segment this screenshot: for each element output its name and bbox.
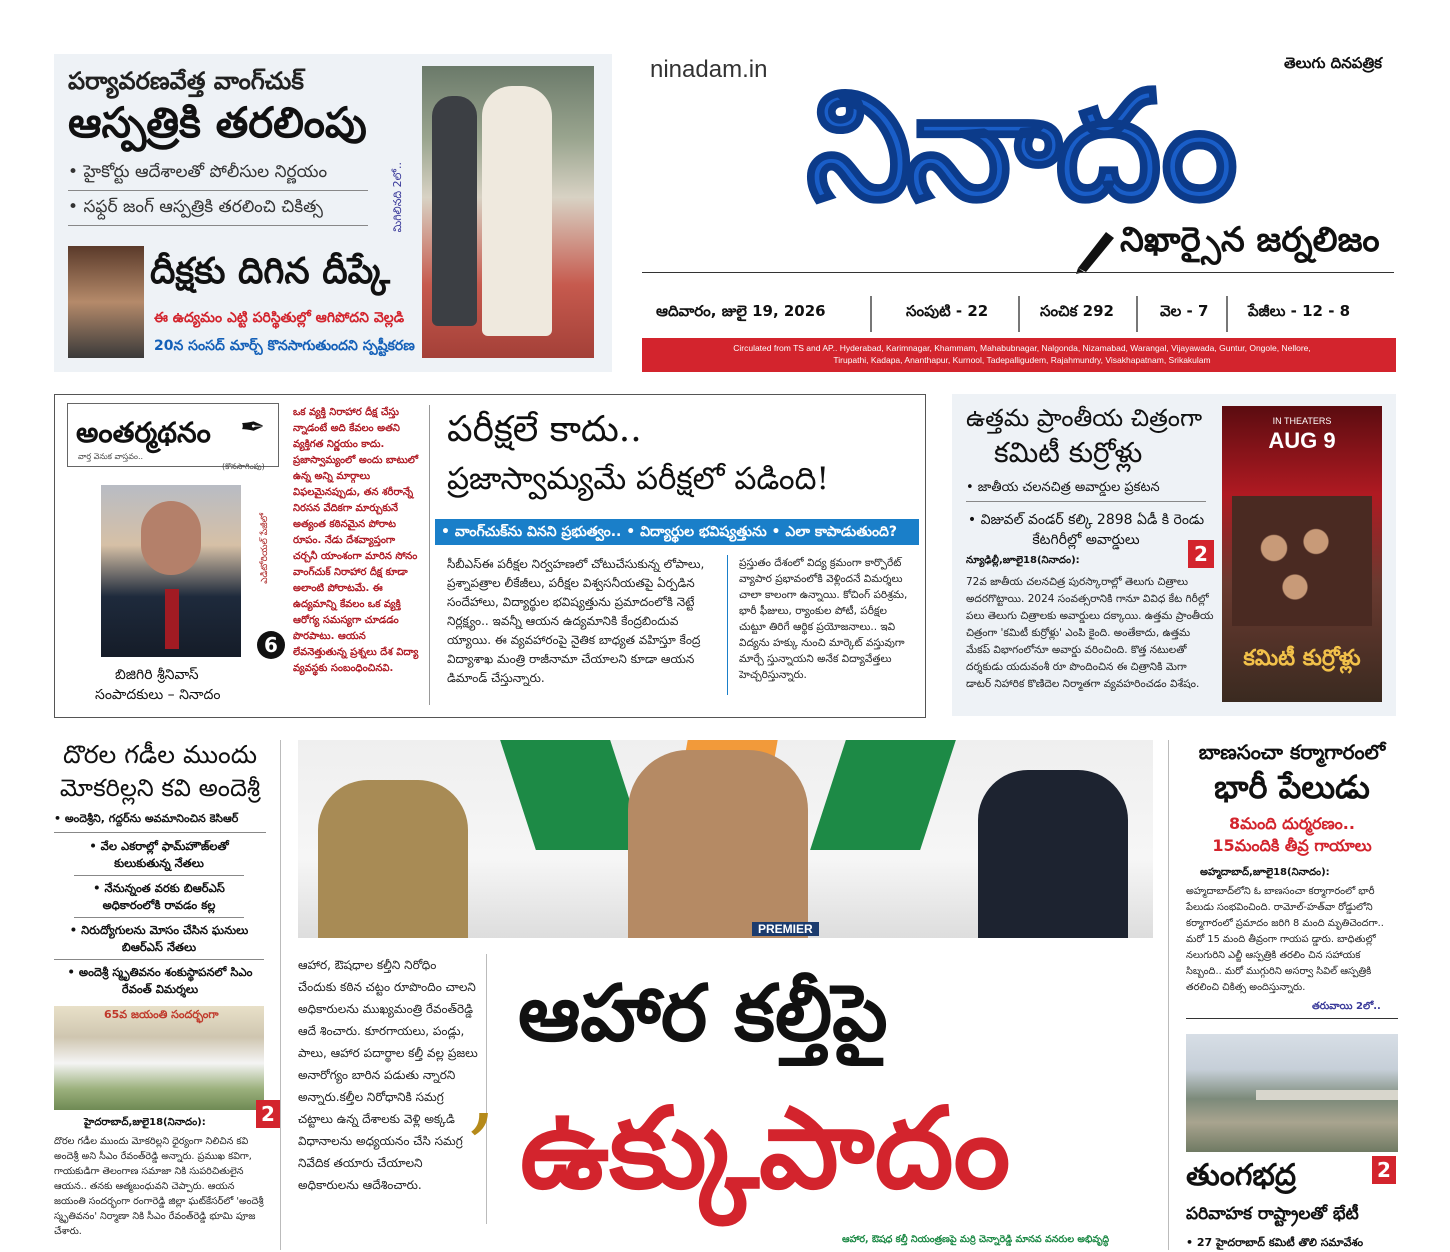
poster-in-theaters: IN THEATERS [1272,416,1332,426]
divider [1136,296,1138,332]
editorial-headline-2[interactable]: ప్రజాస్వామ్యమే పరీక్షలో పడింది! [447,461,829,497]
official-center [628,750,808,938]
left-body: దొరల గడీల ముందు మోకరిల్లని ధైర్యంగా నిలిచిన కవి అందెశ్రీ అని సీఎం రేవంత్‌రెడ్డి అన్నారు. ప్రముఖ కవిగా, గాయకుడిగా తెలంగాణ సమాజా నికి సుపరిచితులైన ఆయన.. తనకు ఆత్మబంధువని చెప్పారు. ఆయన జయంతి సందర్భంగా రంగారెడ్డి జిల్లా ఘట్‌కేసర్‌లో 'అందెశ్రీ స్మృతివనం' నిర్మాణా నికి సీఎం రేవంత్‌రెడ్డి భూమి పూజ చేశారు. [54,1136,264,1237]
author-role: సంపాదకులు – నినాదం [95,687,221,703]
tagline: నిఖార్సైన జర్నలిజం [1120,220,1380,260]
film-poster [1222,406,1382,702]
top-bullet-2: • సఫ్దర్ జంగ్ ఆస్పత్రికి తరలించి చికిత్స [68,197,368,226]
poster-title: కమిటీ కుర్రోళ్లు [1243,646,1361,671]
dam-headline[interactable]: తుంగభద్ర [1186,1158,1297,1193]
flag-green-left [500,740,646,850]
film-dateline: న్యూఢిల్లీ,జూలై18(నినాదం): [966,555,1080,566]
dam-wall [1256,1090,1398,1100]
column-rule [1168,740,1169,1250]
top-story-headline[interactable]: ఆస్పత్రికి తరలింపు [68,98,367,147]
site-url[interactable]: ninadam.in [650,56,768,83]
film-bullet-2: • విజువల్ వండర్ కల్కి 2898 ఏడీ కి రెండు కేటగిరీల్లో అవార్డులు [967,512,1205,548]
volume: సంపుటి - 22 [906,302,989,320]
right-rule [1186,1018,1398,1019]
film-body: 72వ జాతీయ చలనచిత్ర పురస్కారాల్లో తెలుగు చిత్రాలు అదరగొట్టాయి. 2024 సంవత్సరానికి గానూ వివిధ కేట గిరీల్లో పలు తెలుగు చిత్రాలకు అవార్డులు దక్కాయి. ఉత్తమ ప్రాంతీయ చిత్రంగా 'కమిటీ కుర్రోళ్లు' ఎంపి కైంది. అంతేకాదు, ఉత్తమ మేకప్ విభాగంలోనూ అవార్డు వరించింది. కొత్త నటులతో దర్శకుడు యదువంశీ రూ పొందించిన ఈ చిత్రానికి మెగా డాటర్ నిహారిక కొణిదెల నిర్మాతగా వ్యవహరించడం విశేషం. [966,576,1214,690]
film-bullet-1: • జాతీయ చలనచిత్ర అవార్డుల ప్రకటన [966,480,1206,502]
circulation-band [642,338,1396,372]
sub-headline[interactable]: దీక్షకు దిగిన దీప్కే [150,250,391,292]
photo-caption-overlay: 65వ జయంతి సందర్భంగా [104,1008,219,1021]
continued-link[interactable]: తరువాయి 2లో.. [1312,1001,1381,1012]
left-headline-2[interactable]: మోకరిల్లని కవి అందెశ్రీ [59,774,261,802]
pen-icon [1076,228,1116,274]
column-name: అంతర్మథనం [76,416,211,449]
sub-red-line: ఈ ఉద్యమం ఎట్టి పరిస్థితుల్లో ఆగిపోదని వెల్లడి [154,310,405,326]
left-page-badge[interactable]: 2 [256,1100,280,1128]
premier-label: PREMIER [752,922,819,936]
dam-photo [1186,1034,1398,1152]
right-story [1186,740,1398,1020]
editorial-col-2: ప్రస్తుతం దేశంలో విద్య క్రమంగా కార్పొరేట్ వ్యాపార ప్రభావంలోకి వెళ్లిందనే విమర్శలు చాలా కాలంగా ఉన్నాయి. కోచింగ్ పరిశ్రమ, భారీ ఫీజులు, ర్యాంకుల పోటీ, పరీక్షల చుట్టూ తిరిగే ఆర్థిక ప్రయోజనాలు.. ఇవి విద్యను హక్కు నుంచి మార్కెట్ వస్తువుగా మార్చే స్తున్నాయని అనేక విద్యావేత్తలు హెచ్చరిస్తున్నారు. [739,557,908,681]
wangchuk-photo [422,66,594,358]
masthead-logo[interactable]: నినాదం [806,62,1232,232]
left-bullet-3: • నేనున్నంత వరకు బిఆర్‌ఎస్ అధికారంలోకి రావడం కల్ల [74,880,244,918]
left-bullet-2: • వేల ఎకరాల్లో ఫామ్‌హౌజ్‌లతో కులుకుతున్న నేతలు [74,838,244,876]
quote-mark: , [468,1040,497,1145]
film-page-badge[interactable]: 2 [1188,540,1214,568]
flag-green-right [810,740,956,850]
right-page-badge[interactable]: 2 [1372,1156,1396,1184]
protest-thumb-image [68,246,144,358]
top-story-kicker: పర్యావరణవేత్త వాంగ్‌చుక్ [68,66,304,95]
left-bullet-5: • అందెశ్రీ స్మృతివనం శంకుస్థాపనలో సిఎం రేవంత్ విమర్శలు [67,965,253,996]
top-story-box [54,54,612,372]
left-bullet-4: • నిరుద్యోగులను మోసం చేసిన ఘనులు బిఆర్‌ఎస్ నేతలు [54,922,264,960]
right-headline-1[interactable]: బాణసంచా కర్మాగారంలో [1198,740,1386,764]
editorial-strap: • వాంగ్‌చుక్‌ను వినని ప్రభుత్వం.. • విద్యార్థుల భవిష్యత్తును • ఎలా కాపాడుతుంది? [435,519,919,545]
column-sub: వార్త వెనుక వాస్తవం.. [78,452,144,461]
issue-number: సంచిక 292 [1040,302,1114,320]
masthead-rule [642,272,1394,273]
film-headline-1[interactable]: ఉత్తమ ప్రాంతీయ చిత్రంగా [966,404,1203,432]
divider [1226,296,1228,332]
lead-intro: ఆహార, ఔషధాల కల్తీని నిరోధిం చేందుకు కఠిన చట్టం రూపొందిం చాలని అధికారులను ముఖ్యమంత్రి రేవంత్‌రెడ్డి ఆదే శించారు. కూరగాయలు, పండ్లు, పాలు, ఆహార పదార్థాల కల్తీ వల్ల ప్రజలు అనారోగ్యం బారిన పడుతు న్నారని అన్నారు.కల్తీల నిరోధానికి సమగ్ర చట్టాలు ఉన్న దేశాలకు వెళ్లి అక్కడి విధానాలను అధ్యయనం చేసి సమగ్ర నివేదిక తయారు చేయాలని అధికారులను ఆదేశించారు. [298,958,478,1192]
right-sub-2: 15మందికి తీవ్ర గాయాలు [1212,836,1372,855]
top-story-bullets [68,162,368,232]
editorial-col-1: సీబీఎస్‌ఈ పరీక్షల నిర్వహణలో చోటుచేసుకున్న లోపాలు, ప్రశ్నాపత్రాల లీకేజీలు, పరీక్షల విశ్వసనీయతపై ఏర్పడిన సందేహాలు, విద్యార్థుల భవిష్యత్తును ప్రమాదంలోకి నెట్టే నిర్లక్ష్యం.. ఇవన్నీ ఆయన ఉద్యమానికి కేంద్రబిందువ య్యాయి. ఈ వ్యవహారంపై నైతిక బాధ్యత వహిస్తూ కేంద్ర విద్యాశాఖ మంత్రి రాజీనామా చేయాలని కూడా ఆయన డిమాండ్ చేస్తున్నారు. [447,557,705,685]
divider [1018,296,1020,332]
column-divider [727,555,728,695]
official-left [318,780,468,938]
person-figure [482,86,552,336]
lead-caption: ఆహార, ఔషధ కల్తీ నియంత్రణపై మర్రి చెన్నారెడ్డి మానవ వనరుల అభివృద్ధి [842,1234,1110,1245]
andesri-event-photo [54,1006,264,1110]
left-story [54,740,275,1250]
left-dateline: హైదరాబాద్,జులై18(నినాదం): [84,1117,206,1128]
vertical-label: ఎడిటోరియల్ పేజీలో [260,513,270,584]
lead-headline-1[interactable]: ఆహార కల్తీపై [518,968,888,1059]
column-name-box [67,403,279,471]
film-story-box [952,394,1396,716]
film-headline-2[interactable]: కమిటీ కుర్రోళ్లు [994,436,1143,469]
page-count: పేజీలు - 12 - 8 [1248,302,1351,320]
poster-date: AUG 9 [1268,428,1336,453]
price: వెల - 7 [1160,302,1209,320]
column-rule [280,740,281,1250]
top-bullet-1: • హైకోర్టు ఆదేశాలతో పోలీసుల నిర్ణయం [68,162,368,191]
poster-cast [1232,496,1372,626]
right-dateline: అహ్మదాబాద్,జూలై18(నినాదం): [1200,867,1330,878]
left-bullet-1: • అందెశ్రీని, గద్దర్‌ను అవమానించిన కెసిఆర్ [54,812,266,833]
right-sub-1: 8మంది దుర్మరణం.. [1229,814,1355,833]
column-divider [429,405,430,705]
cm-meeting-photo [298,740,1153,938]
column-tag: (కొనసాగింపు) [222,462,265,471]
dateline-bar [642,288,1394,334]
author-name: బిజిగిరి శ్రీనివాస్ [115,667,199,683]
author-face [141,501,201,575]
person-figure-2 [432,96,477,326]
continued-note[interactable]: మిగిలినది 2లో.. [391,162,404,233]
right-body: అహ్మదాబాద్‌లోని ఓ బాణసంచా కర్మాగారంలో భారీ పేలుడు సంభవించింది. రామోల్-హత్‌వా రోడ్డులోని కర్మాగారంలో ప్రమాదం జరిగి 8 మంది మృతిచెందగా.. మరో 15 మంది తీవ్రంగా గాయప డ్డారు. బాధితుల్లో నలుగురిని ఎల్జీ ఆస్పత్రికి తరలిం చిన సహాయక సిబ్బంది.. మరో ముగ్గురిని అసర్వా సివిల్ ఆస్పత్రికి తరలించి చికిత్స అందిస్తున్నారు. [1186,886,1384,993]
dam-bullet: • 27 హైదరాబాద్ కమిటీ తొలి సమావేశం [1186,1236,1364,1249]
editorial-headline-1[interactable]: పరీక్షలే కాదు.. [447,409,642,450]
editorial-red-column: ఒక వ్యక్తి నిరాహార దీక్ష చేస్తు న్నాడంటే అది కేవలం అతని వ్యక్తిగత నిర్ణయం కాదు. ప్రజాస్వామ్యంలో అందు బాటులో ఉన్న అన్ని మార్గాలు విఫలమైనప్పుడు, తన శరీరాన్నే నిరసన వేదికగా మార్చుకునే అత్యంత కఠినమైన పోరాట రూపం. నేడు దేశవ్యాప్తంగా చర్చనీ యాంశంగా మారిన సోనం వాంగ్‌చుక్ నిరాహార దీక్ష కూడా అలాంటి పోరాటమే. ఈ ఉద్యమాన్ని కేవలం ఒక వ్యక్తి ఆరోగ్య సమస్యగా చూడడం పొరపాటు. ఆయన లేవనెత్తుతున్న ప్రశ్నలు దేశ విద్యా వ్యవస్థకు సంబంధించినవి. [293,407,419,674]
sub-blue-line: 20న సంసద్ మార్చ్ కొనసాగుతుందని స్పష్టీకరణ [154,338,415,354]
left-headline-1[interactable]: దొరల గడీల ముందు [62,740,258,769]
author-tie [165,589,179,649]
author-photo [101,485,241,657]
issue-date: ఆదివారం, జులై 19, 2026 [656,302,826,320]
circulation-text: Circulated from TS and AP.. Hyderabad, Karimnagar, Khammam, Mahabubnagar, Nalgonda, Nizamabad, Warangal, Vijayawada, Guntur, Ongole, Nellore, Tirupathi, Kadapa, Ananthapur, Kurnool, Tadepalligudem, Rajahmundry, Visakhapatnam, Srikakulam [733,343,1311,365]
page-6-badge[interactable]: 6 [257,631,285,659]
dam-sub: పరివాహక రాష్ట్రాలతో భేటీ [1186,1204,1359,1224]
divider [870,296,872,332]
daily-label: తెలుగు దినపత్రిక [1284,54,1382,72]
right-headline-2[interactable]: భారీ పేలుడు [1214,768,1370,806]
quill-icon: ✒ [240,410,266,445]
official-right [978,770,1128,938]
lead-headline-2[interactable]: ఉక్కుపాదం [520,1084,1011,1214]
editorial-box [54,394,926,718]
